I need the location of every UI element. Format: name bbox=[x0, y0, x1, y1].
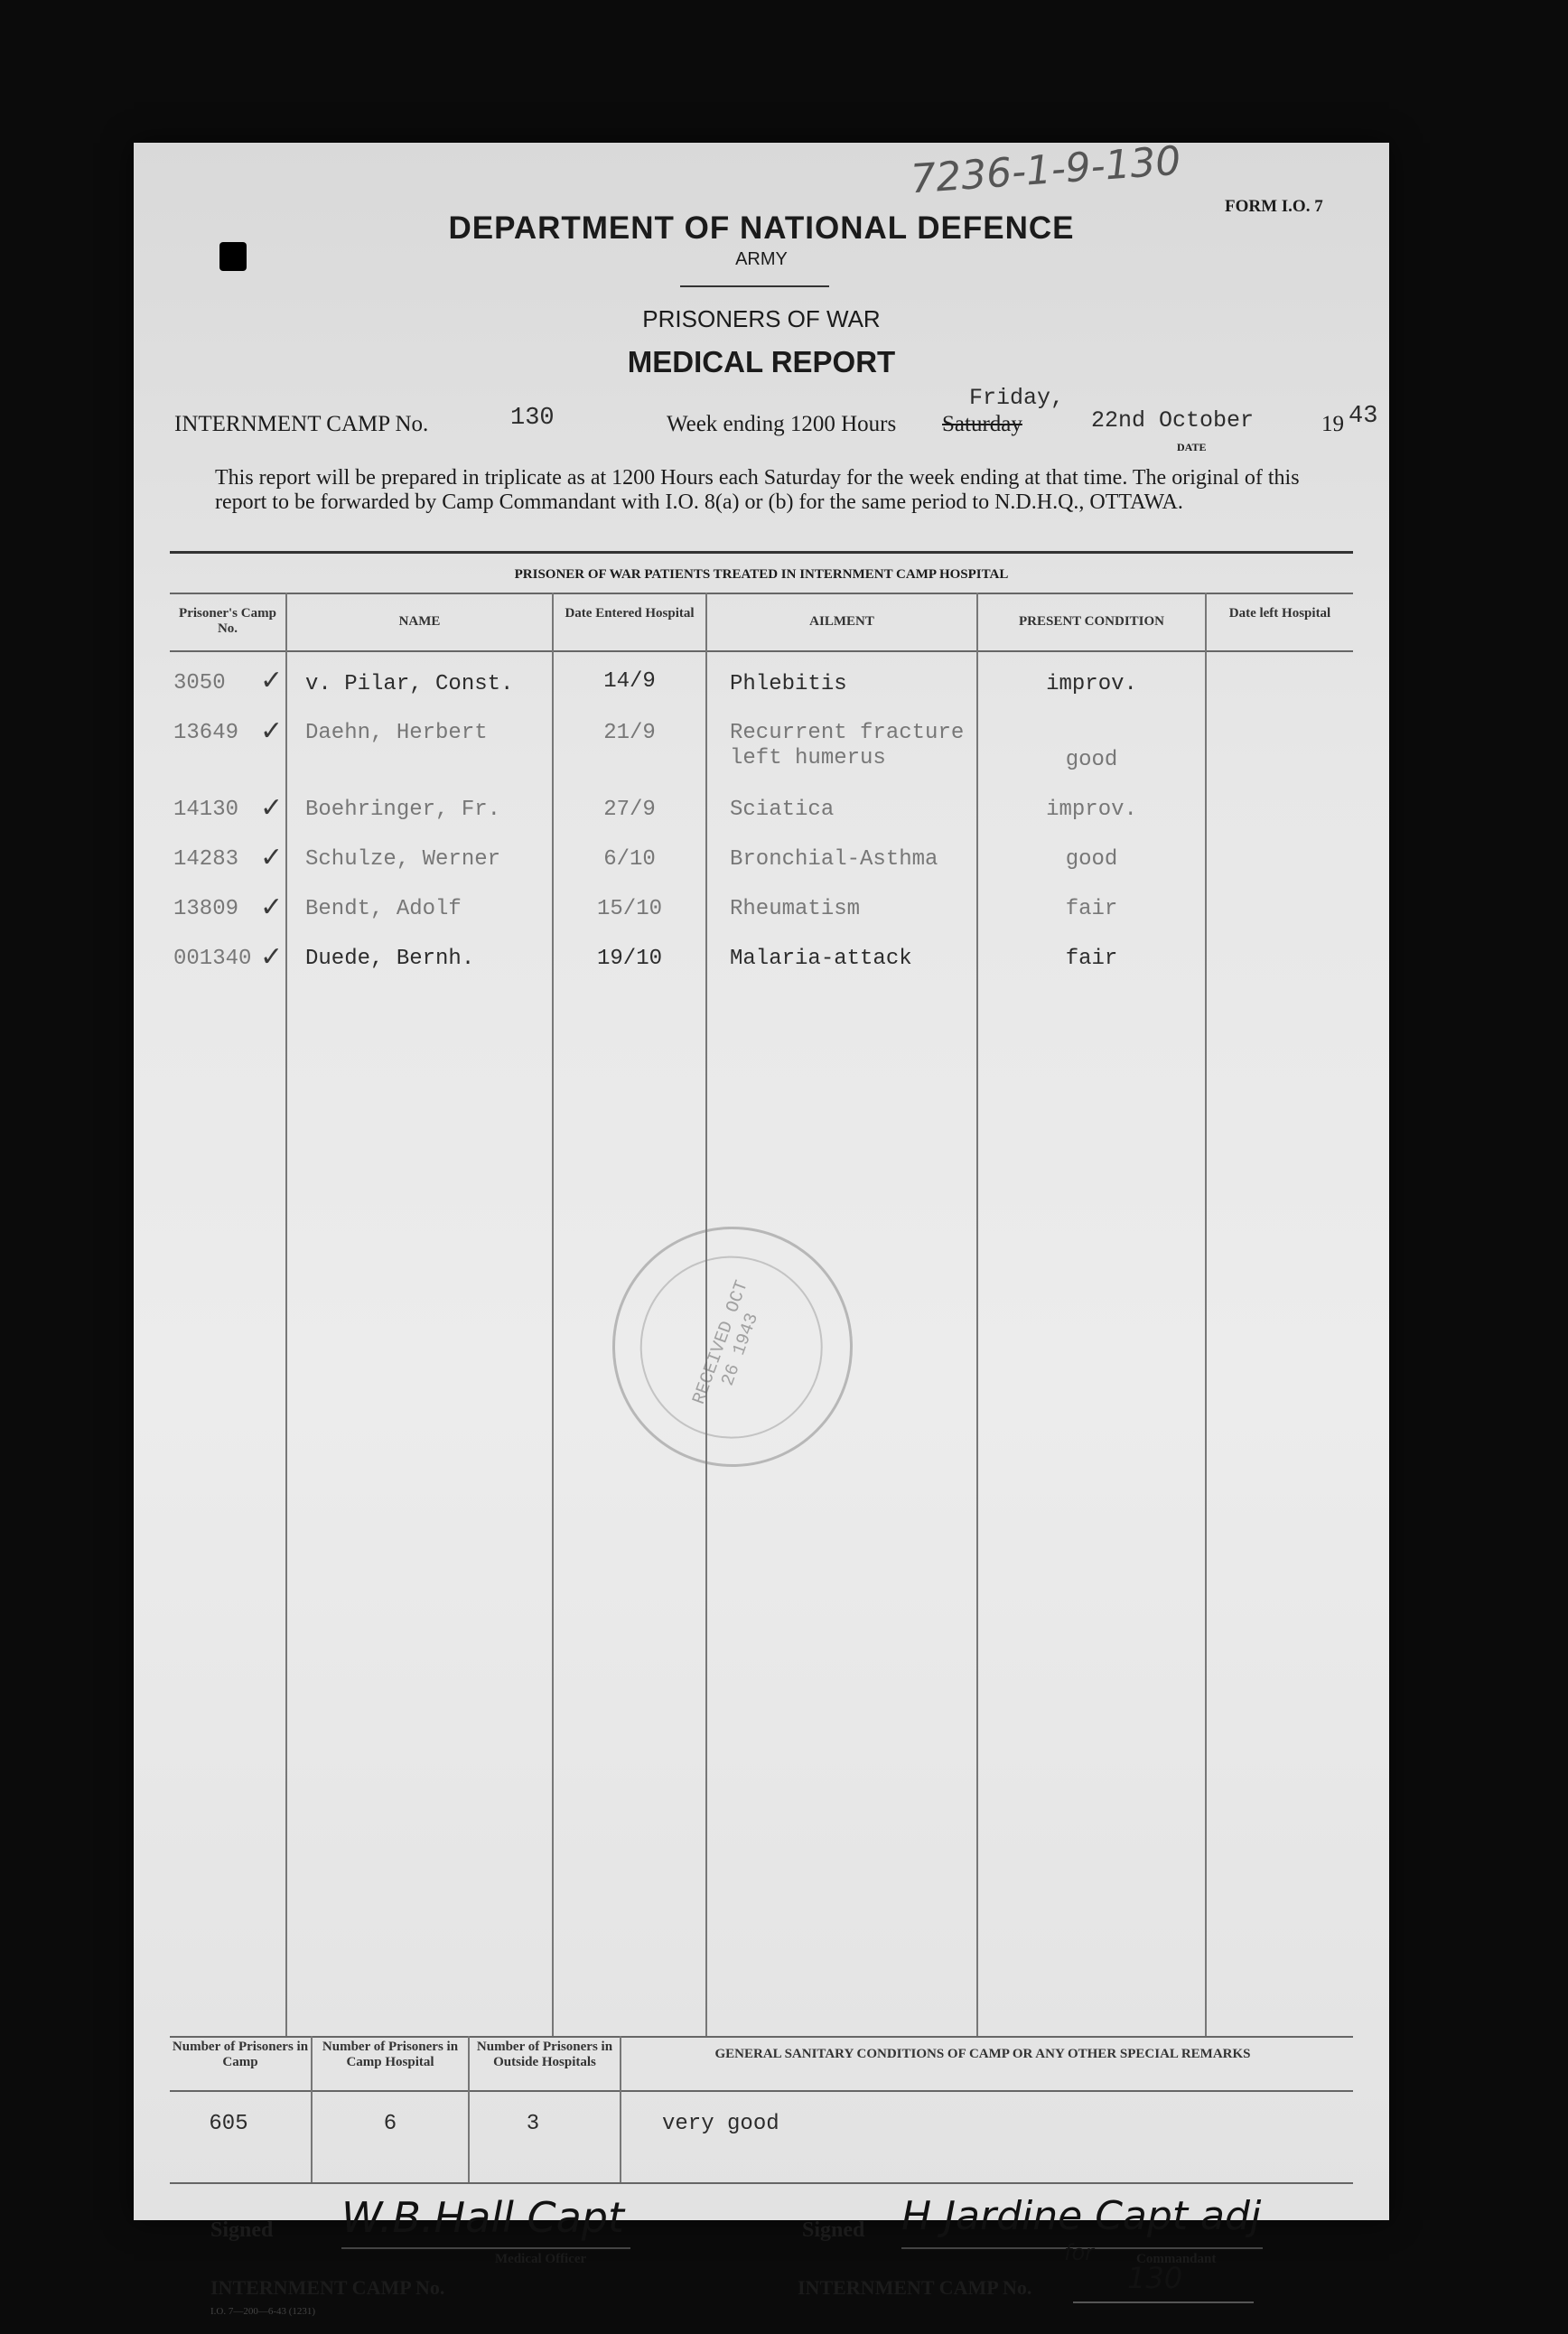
check-mark-icon: ✓ bbox=[260, 892, 284, 923]
report-title: MEDICAL REPORT bbox=[627, 345, 896, 378]
signed-label-right: Signed bbox=[802, 2218, 865, 2242]
header-date-left: Date left Hospital bbox=[1228, 606, 1331, 621]
year-suffix: 43 bbox=[1349, 403, 1378, 430]
stamp-text: RECEIVED OCT 26 1943 bbox=[688, 1277, 764, 1407]
commandant-signature: H Jardine Capt adj bbox=[901, 2193, 1262, 2239]
received-stamp bbox=[579, 1193, 887, 1501]
summary-divider-3 bbox=[620, 2036, 621, 2182]
camp-line bbox=[174, 385, 1378, 453]
form-page bbox=[134, 137, 1389, 2317]
table-top-rule bbox=[170, 551, 1353, 554]
branch-label: ARMY bbox=[735, 249, 788, 269]
row-name: Boehringer, Fr. bbox=[305, 798, 501, 822]
row-ailment: Recurrent fracture left humerus bbox=[730, 721, 965, 770]
print-code: I.O. 7—200—6-43 (1231) bbox=[210, 2306, 316, 2317]
camp-number-right: 130 bbox=[1127, 2261, 1183, 2295]
form-number: FORM I.O. 7 bbox=[1225, 197, 1323, 216]
camp-number: 130 bbox=[510, 405, 555, 432]
camp-label-left: INTERNMENT CAMP No. bbox=[210, 2276, 445, 2299]
row-name: Bendt, Adolf bbox=[305, 897, 462, 921]
col-divider-1 bbox=[285, 593, 287, 2036]
department-title: DEPARTMENT OF NATIONAL DEFENCE bbox=[448, 210, 1075, 246]
row-camp-no: 14130 bbox=[173, 798, 239, 822]
date-label: DATE bbox=[1177, 441, 1207, 453]
row-camp-no: 13809 bbox=[173, 897, 239, 921]
camp-label-right: INTERNMENT CAMP No. bbox=[798, 2276, 1032, 2299]
header-condition: PRESENT CONDITION bbox=[1018, 614, 1164, 629]
row-condition: fair bbox=[1065, 897, 1118, 921]
row-entered: 27/9 bbox=[603, 798, 656, 822]
medical-officer-signature: W.B.Hall Capt bbox=[341, 2193, 625, 2242]
row-camp-no: 13649 bbox=[173, 721, 239, 745]
row-name: Daehn, Herbert bbox=[305, 721, 488, 745]
row-ailment: Bronchial-Asthma bbox=[730, 847, 938, 872]
row-condition: good bbox=[1065, 847, 1118, 872]
row-name: v. Pilar, Const. bbox=[305, 672, 514, 696]
row-name: Schulze, Werner bbox=[305, 847, 501, 872]
row-condition: fair bbox=[1065, 947, 1118, 971]
summary-bottom-rule bbox=[170, 2182, 1353, 2184]
row-ailment: Rheumatism bbox=[730, 897, 861, 921]
week-label: Week ending 1200 Hours bbox=[667, 412, 897, 436]
summary-header-remarks: GENERAL SANITARY CONDITIONS OF CAMP OR ANY OTHER SPECIAL REMARKS bbox=[714, 2047, 1251, 2061]
summary-header-outside: Number of Prisoners in Outside Hospitals bbox=[476, 2040, 613, 2069]
date-value: 22nd October bbox=[1091, 407, 1255, 434]
instructions: This report will be prepared in triplicate as at 1200 Hours each Saturday for the week ending at that time. The original of this report to be forwarded by Camp Commandant with I.O. 8(a) or (b) for the same period to N.D.H.Q., OTTAWA. bbox=[215, 466, 1300, 514]
for-note: for bbox=[1064, 2240, 1094, 2265]
summary-remarks: very good bbox=[662, 2112, 779, 2136]
check-mark-icon: ✓ bbox=[260, 941, 284, 973]
row-ailment: Malaria-attack bbox=[730, 947, 912, 971]
header-date-entered: Date Entered Hospital bbox=[565, 606, 695, 621]
row-camp-no: 14283 bbox=[173, 847, 239, 872]
title-divider bbox=[680, 285, 829, 287]
summary-header-camp-hospital: Number of Prisoners in Camp Hospital bbox=[322, 2040, 459, 2069]
row-entered: 6/10 bbox=[603, 847, 656, 872]
struck-day: Saturday bbox=[942, 412, 1022, 436]
row-ailment: Phlebitis bbox=[730, 672, 847, 696]
row-condition: improv. bbox=[1046, 672, 1137, 696]
summary-top-rule bbox=[170, 2036, 1353, 2038]
row-entered: 19/10 bbox=[596, 947, 662, 971]
summary-header-camp: Number of Prisoners in Camp bbox=[172, 2040, 309, 2069]
year-prefix: 19 bbox=[1321, 412, 1344, 436]
summary-in-camp: 605 bbox=[209, 2112, 248, 2136]
check-mark-icon: ✓ bbox=[260, 792, 284, 824]
signature-line-left bbox=[341, 2247, 630, 2249]
col-divider-5 bbox=[1205, 593, 1207, 2036]
row-condition: improv. bbox=[1046, 798, 1137, 822]
row-entered: 21/9 bbox=[603, 721, 656, 745]
row-camp-no: 001340 bbox=[173, 947, 252, 971]
check-mark-icon: ✓ bbox=[260, 715, 284, 747]
row-entered: 14/9 bbox=[603, 669, 656, 694]
row-name: Duede, Bernh. bbox=[305, 947, 475, 971]
row-camp-no: 3050 bbox=[173, 671, 226, 696]
row-entered: 15/10 bbox=[596, 897, 662, 921]
camp-label: INTERNMENT CAMP No. bbox=[174, 412, 429, 436]
header-camp-no: Prisoner's Camp No. bbox=[179, 606, 276, 636]
table-title: PRISONER OF WAR PATIENTS TREATED IN INTERNMENT CAMP HOSPITAL bbox=[514, 567, 1009, 582]
summary-in-camp-hospital: 6 bbox=[383, 2112, 397, 2136]
camp-line-right bbox=[1073, 2301, 1254, 2303]
table-title-rule bbox=[170, 593, 1353, 594]
medical-officer-role: Medical Officer bbox=[495, 2252, 587, 2266]
commandant-role: Commandant bbox=[1136, 2252, 1217, 2266]
header-name: NAME bbox=[398, 614, 441, 629]
check-mark-icon: ✓ bbox=[260, 842, 284, 873]
check-mark-icon: ✓ bbox=[260, 665, 284, 696]
table-header-rule bbox=[170, 650, 1353, 652]
summary-header-rule bbox=[170, 2090, 1353, 2092]
day-value: Friday, bbox=[969, 385, 1065, 411]
signed-label-left: Signed bbox=[210, 2218, 274, 2242]
report-type: PRISONERS OF WAR bbox=[642, 305, 881, 332]
file-number: 7236-1-9-130 bbox=[909, 137, 1182, 203]
header-ailment: AILMENT bbox=[809, 614, 874, 629]
row-condition: good bbox=[1065, 748, 1118, 772]
summary-outside-hospitals: 3 bbox=[526, 2112, 540, 2136]
row-ailment: Sciatica bbox=[730, 798, 835, 822]
